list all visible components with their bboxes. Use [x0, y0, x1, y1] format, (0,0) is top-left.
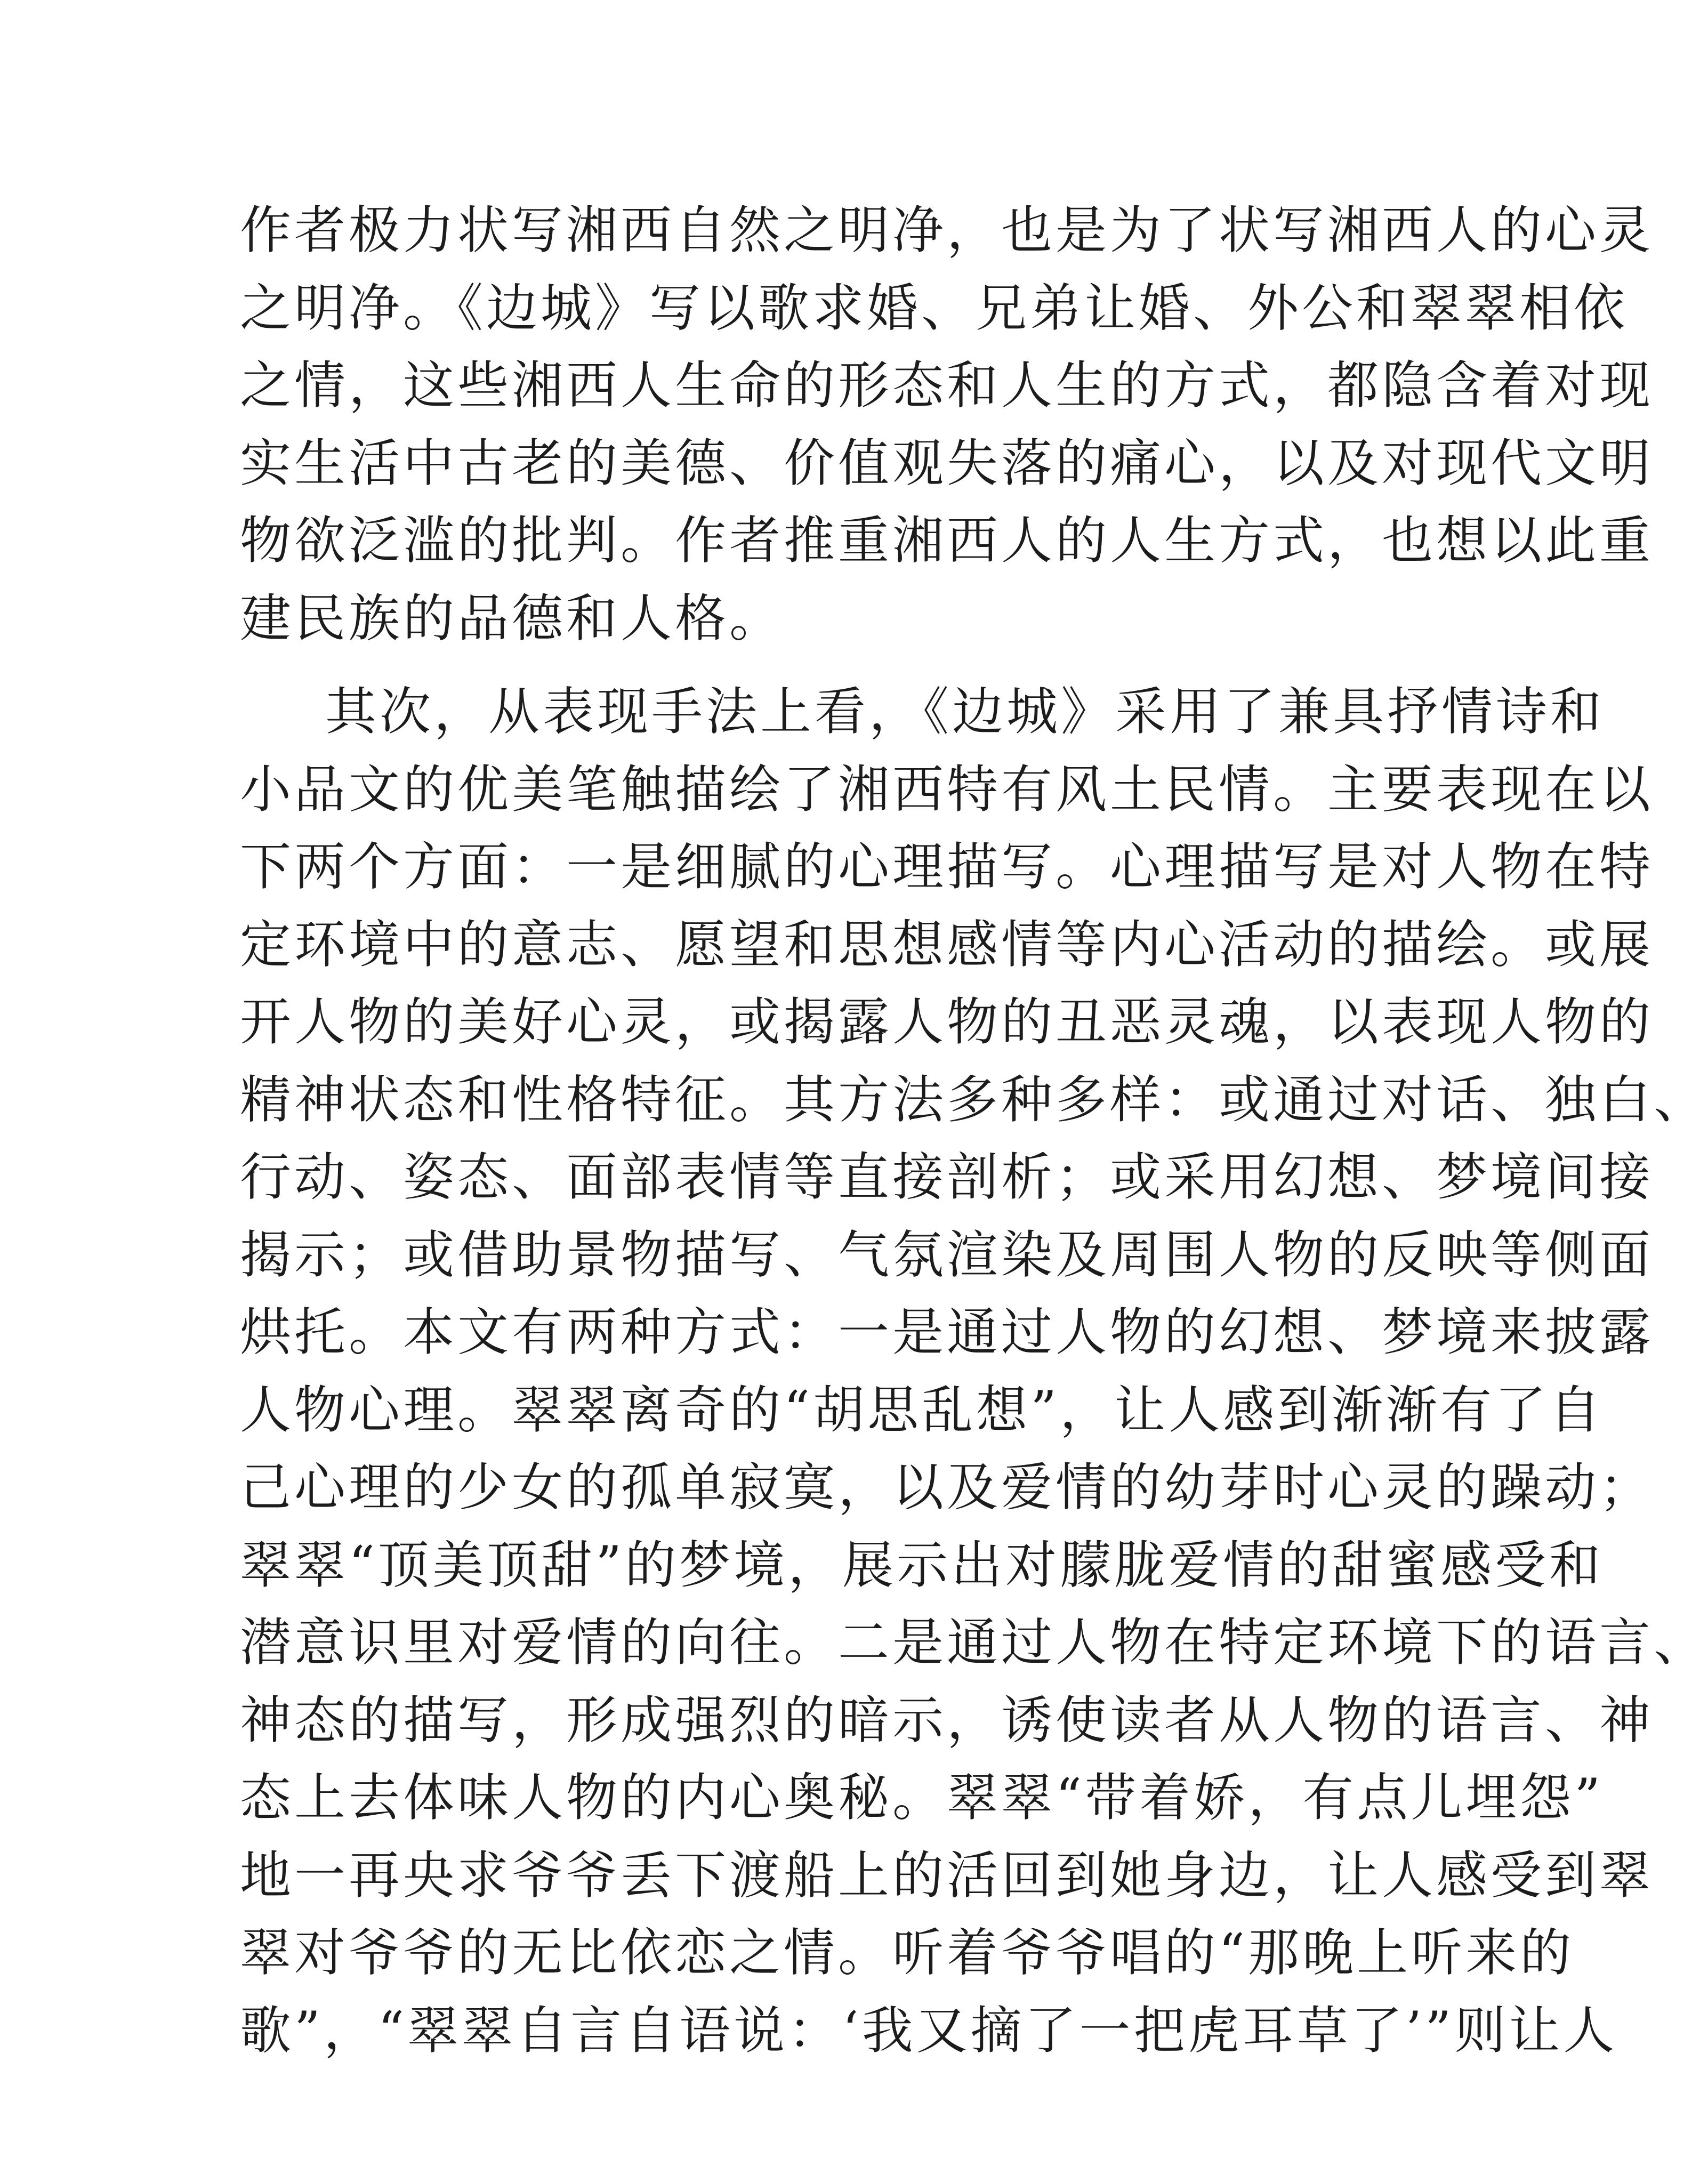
text-line: 人物心理。翠翠离奇的“胡思乱想”，让人感到渐渐有了自 [240, 1380, 1604, 1440]
text-line: 定环境中的意志、愿望和思想感情等内心活动的描绘。或展 [240, 914, 1654, 975]
paragraph-2 [240, 673, 1708, 2070]
text-line: 之情，这些湘西人生命的形态和人生的方式，都隐含着对现 [240, 356, 1654, 415]
text-line: 作者极力状写湘西自然之明净，也是为了状写湘西人的心灵 [240, 200, 1654, 260]
text-line: 潜意识里对爱情的向往。二是通过人物在特定环境下的语言、 [240, 1613, 1708, 1672]
text-line: 下两个方面：一是细腻的心理描写。心理描写是对人物在特 [240, 837, 1654, 897]
text-line: 开人物的美好心灵，或揭露人物的丑恶灵魂，以表现人物的 [240, 992, 1654, 1052]
text-line: 翠翠“顶美顶甜”的梦境，展示出对朦胧爱情的甜蜜感受和 [240, 1535, 1604, 1595]
text-line: 己心理的少女的孤单寂寞，以及爱情的幼芽时心灵的躁动； [240, 1458, 1654, 1517]
text-line: 揭示；或借助景物描写、气氛渲染及周围人物的反映等侧面 [240, 1225, 1654, 1285]
text-line: 建民族的品德和人格。 [240, 588, 784, 648]
text-line: 实生活中古老的美德、价值观失落的痛心，以及对现代文明 [240, 433, 1654, 493]
body-text [240, 192, 1708, 2070]
text-line: 小品文的优美笔触描绘了湘西特有风土民情。主要表现在以 [240, 759, 1654, 819]
text-line: 烘托。本文有两种方式：一是通过人物的幻想、梦境来披露 [240, 1302, 1654, 1362]
text-line: 态上去体味人物的内心奥秘。翠翠“带着娇，有点儿埋怨” [240, 1768, 1604, 1827]
text-line: 歌”，“翠翠自言自语说：‘我又摘了一把虎耳草了’”则让人 [240, 2000, 1618, 2060]
text-line: 神态的描写，形成强烈的暗示，诱使读者从人物的语言、神 [240, 1690, 1654, 1750]
paragraph-1 [240, 192, 1654, 657]
text-line: 翠对爷爷的无比依恋之情。听着爷爷唱的“那晚上听来的 [240, 1923, 1575, 1983]
text-line: 地一再央求爷爷丢下渡船上的活回到她身边，让人感受到翠 [240, 1845, 1654, 1905]
text-line-first: 其次，从表现手法上看，《边城》采用了兼具抒情诗和 [325, 682, 1605, 742]
text-line: 物欲泛滥的批判。作者推重湘西人的人生方式，也想以此重 [240, 511, 1654, 570]
text-line: 之明净。《边城》写以歌求婚、兄弟让婚、外公和翠翠相依 [240, 278, 1628, 338]
text-line: 行动、姿态、面部表情等直接剖析；或采用幻想、梦境间接 [240, 1147, 1654, 1207]
text-line: 精神状态和性格特征。其方法多种多样：或通过对话、独白、 [240, 1069, 1708, 1130]
